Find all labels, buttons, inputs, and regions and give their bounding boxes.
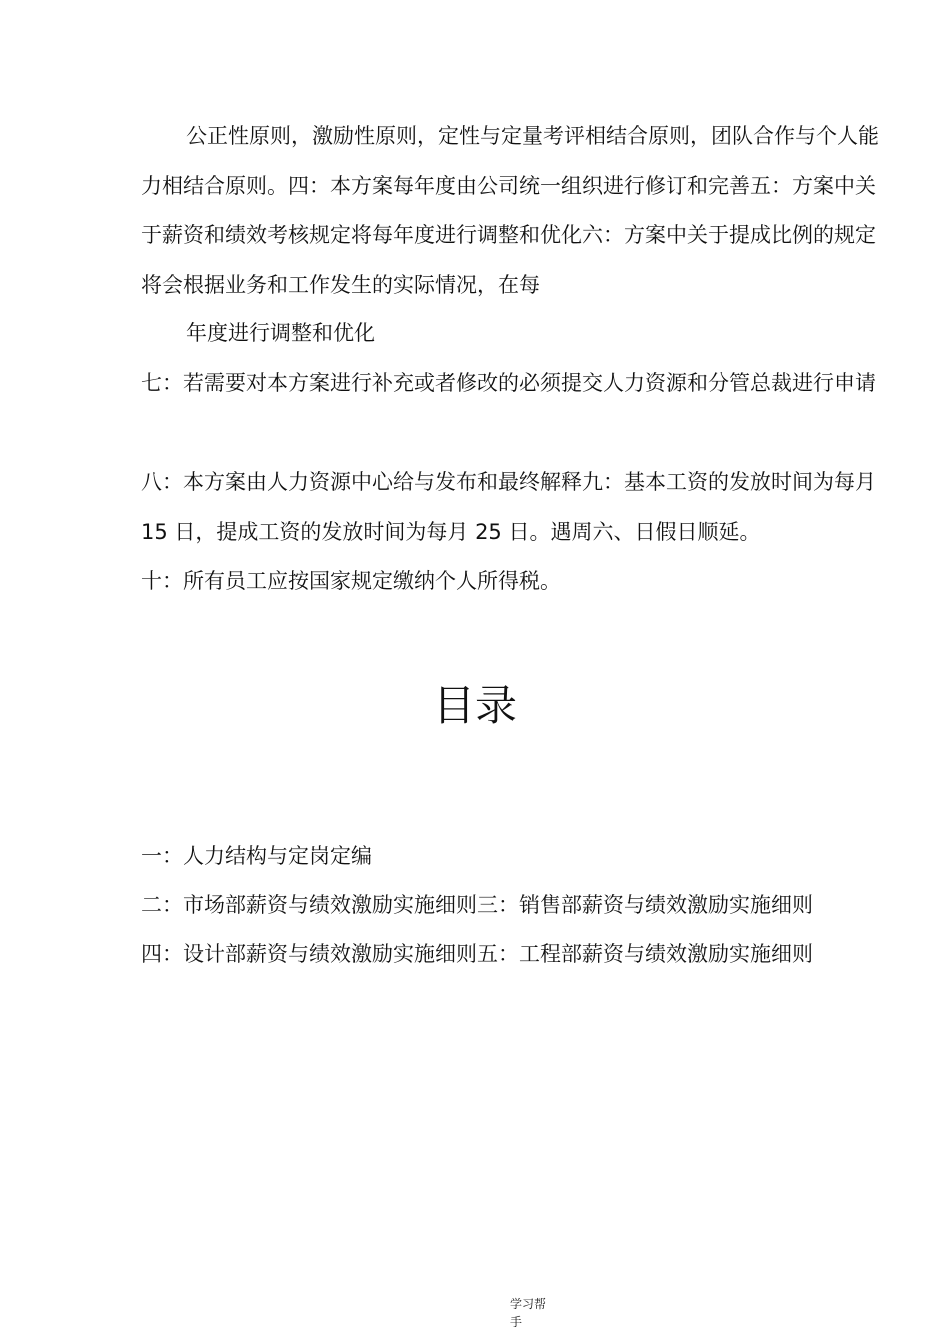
page-footer <box>510 1295 570 1331</box>
paragraph-item-ten: 十：所有员工应按国家规定缴纳个人所得税。 <box>141 569 561 593</box>
footer-text-line: 手 <box>510 1315 523 1329</box>
paragraph-item-eight-nine: 八：本方案由人力资源中心给与发布和最终解释九：基本工资的发放时间为每月 15 日，提成工资的发放时间为每月 25 日。遇周六、日假日顺延。 <box>141 470 876 544</box>
footer-text-line: 学习帮 <box>510 1297 547 1311</box>
toc-heading: 目录 <box>432 681 517 730</box>
toc-entry: 四：设计部薪资与绩效激励实施细则五：工程部薪资与绩效激励实施细则 <box>141 942 813 966</box>
paragraph-principles: 公正性原则，激励性原则，定性与定量考评相结合原则，团队合作与个人能力相结合原则。四：本方案每年度由公司统一组织进行修订和完善五：方案中关于薪资和绩效考核规定将每年度进行调整和优化六：方案中关于提成比例的规定将会根据业务和工作发生的实际情况，在每 <box>141 124 879 297</box>
paragraph-continuation: 年度进行调整和优化 <box>186 321 375 345</box>
toc-entry: 一：人力结构与定岗定编 <box>141 844 372 868</box>
paragraph-item-seven: 七：若需要对本方案进行补充或者修改的必须提交人力资源和分管总裁进行申请 <box>141 371 876 395</box>
toc-entry: 二：市场部薪资与绩效激励实施细则三：销售部薪资与绩效激励实施细则 <box>141 893 813 917</box>
